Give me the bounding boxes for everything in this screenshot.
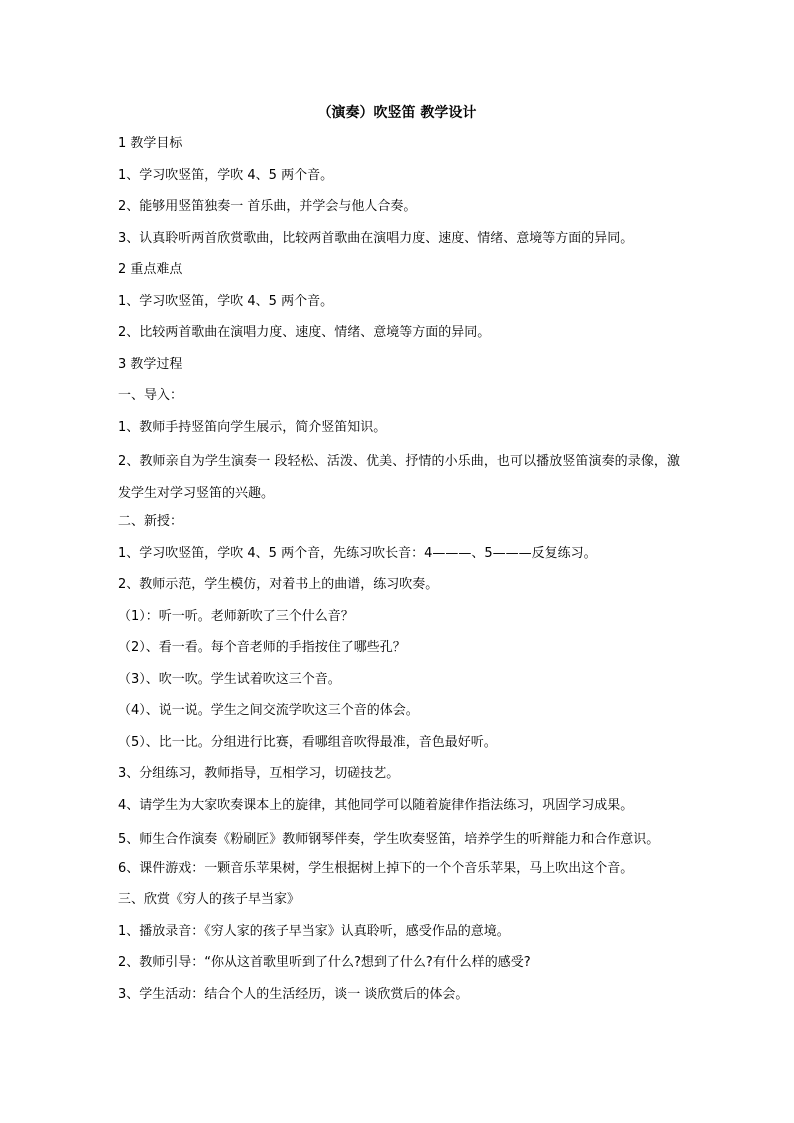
appreciation-item-1: 1、播放录音：《穷人家的孩子早当家》认真聆听，感受作品的意境。 [118, 923, 510, 939]
subheading-intro: 一、导入： [118, 388, 184, 403]
section-heading-goals: 1 教学目标 [118, 136, 183, 151]
goal-item-3: 3、认真聆听两首欣赏歌曲，比较两首歌曲在演唱力度、速度、情绪、意境等方面的异同。 [118, 230, 634, 246]
document-body [118, 131, 680, 1013]
section-heading-keypoints: 2 重点难点 [118, 262, 183, 277]
document-title: （演奏）吹竖笛 教学设计 [317, 105, 477, 121]
step-listen: （1）：听一听。老师新吹了三个什么音？ [118, 608, 354, 624]
appreciation-item-2: 2、教师引导：“你从这首歌里听到了什么?想到了什么?有什么样的感受? [118, 955, 531, 970]
step-talk: （4）、说一说。学生之间交流学吹这三个音的体会。 [118, 703, 419, 718]
keypoint-item-2: 2、比较两首歌曲在演唱力度、速度、情绪、意境等方面的异同。 [118, 325, 491, 340]
step-play: （3）、吹一吹。学生试着吹这三个音。 [118, 671, 341, 687]
new-lesson-item-3: 3、分组练习，教师指导，互相学习，切磋技艺。 [118, 766, 400, 781]
new-lesson-item-2: 2、教师示范，学生模仿，对着书上的曲谱，练习吹奏。 [118, 577, 439, 592]
new-lesson-item-4: 4、请学生为大家吹奏课本上的旋律，其他同学可以随着旋律作指法练习，巩固学习成果。 [118, 797, 634, 813]
section-heading-process: 3 教学过程 [118, 356, 183, 372]
subheading-new-lesson: 二、新授： [118, 514, 184, 529]
keypoint-item-1: 1、学习吹竖笛，学吹 4、5 两个音。 [118, 293, 334, 309]
new-lesson-item-1: 1、学习吹竖笛，学吹 4、5 两个音，先练习吹长音：4———、5———反复练习。 [118, 545, 597, 561]
goal-item-1: 1、学习吹竖笛，学吹 4、5 两个音。 [118, 167, 334, 183]
appreciation-item-3: 3、学生活动：结合个人的生活经历，谈一 谈欣赏后的体会。 [118, 986, 469, 1002]
intro-item-2: 2、教师亲自为学生演奏一 段轻松、活泼、优美、抒情的小乐曲，也可以播放竖笛演奏的录像，激发学生对学习竖笛的兴趣。 [118, 454, 680, 501]
new-lesson-item-6: 6、课件游戏：一颗音乐苹果树，学生根据树上掉下的一个个音乐苹果，马上吹出这个音。 [118, 860, 634, 876]
step-watch: （2）、看一看。每个音老师的手指按住了哪些孔？ [118, 640, 406, 655]
goal-item-2: 2、能够用竖笛独奏一 首乐曲，并学会与他人合奏。 [118, 199, 417, 214]
new-lesson-item-5: 5、师生合作演奏《粉刷匠》教师钢琴伴奏，学生吹奏竖笛，培养学生的听辩能力和合作意识。 [118, 832, 660, 847]
subheading-appreciation: 三、欣赏《穷人的孩子早当家》 [118, 892, 301, 907]
step-compete: （5）、比一比。分组进行比赛，看哪组音吹得最准，音色最好听。 [118, 734, 497, 750]
intro-item-1: 1、教师手持竖笛向学生展示，简介竖笛知识。 [118, 419, 387, 435]
